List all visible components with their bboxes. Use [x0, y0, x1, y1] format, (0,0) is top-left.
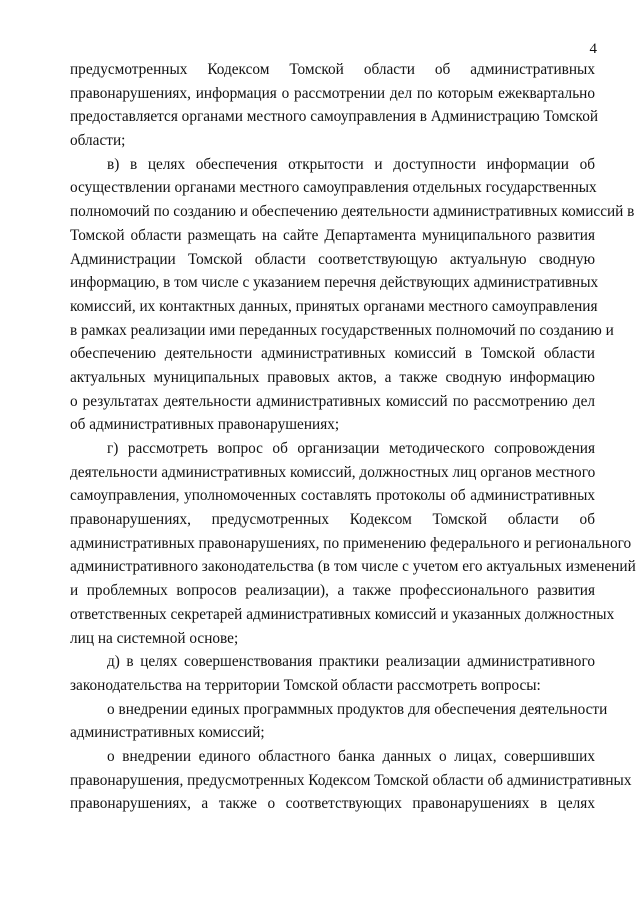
text-line: г) рассмотреть вопрос об организации методического сопровождения	[107, 440, 595, 457]
text-line: о внедрении единого областного банка данных о лицах, совершивших	[107, 747, 595, 765]
text-line: предоставляется органами местного самоуправления в Администрацию Томской	[70, 108, 599, 126]
paragraph-para-d	[70, 650, 595, 697]
paragraph-para-d-item-1	[70, 698, 608, 745]
text-line: Администрации Томской области соответствующую актуальную сводную	[70, 250, 595, 268]
page-number: 4	[589, 41, 597, 57]
text-line: о внедрении единых программных продуктов для обеспечения деятельности	[107, 700, 608, 718]
text-line: правонарушениях, предусмотренных Кодексом Томской области об	[70, 511, 595, 529]
text-line: полномочий по созданию и обеспечению деятельности административных комиссий в	[70, 203, 635, 221]
paragraph-para-d-item-2	[70, 745, 632, 816]
text-line: в) в целях обеспечения открытости и доступности информации об	[107, 155, 595, 173]
text-line: самоуправления, уполномоченных составлять протоколы об административных	[70, 487, 595, 505]
text-line: деятельности административных комиссий, должностных лиц органов местного	[70, 463, 596, 481]
text-line: административных комиссий;	[70, 724, 265, 742]
text-line: осуществлении органами местного самоуправления отдельных государственных	[70, 179, 597, 197]
text-line: области;	[70, 132, 126, 150]
text-line: о результатах деятельности административных комиссий по рассмотрению дел	[70, 392, 595, 410]
text-line: лиц на системной основе;	[70, 629, 239, 647]
text-line: д) в целях совершенствования практики реализации административного	[107, 653, 595, 671]
text-line: правонарушения, предусмотренных Кодексом Томской области об административных	[70, 771, 632, 789]
text-line: правонарушениях, информация о рассмотрении дел по которым ежеквартально	[70, 84, 595, 102]
text-line: об административных правонарушениях;	[70, 416, 340, 434]
text-line: Томской области размещать на сайте Департамента муниципального развития	[70, 226, 595, 244]
text-line: ответственных секретарей административных комиссий и указанных должностных	[70, 605, 615, 623]
text-line: административных правонарушениях, по применению федерального и регионального	[70, 534, 632, 552]
text-line: правонарушениях, а также о соответствующих правонарушениях в целях	[70, 795, 595, 813]
text-line: обеспечению деятельности административных комиссий в Томской области	[70, 345, 595, 363]
paragraph-para-g	[70, 437, 636, 650]
text-line: в рамках реализации ими переданных государственных полномочий по созданию и	[70, 321, 614, 339]
text-line: информацию, в том числе с указанием перечня действующих административных	[70, 274, 599, 292]
text-line: актуальных муниципальных правовых актов, а также сводную информацию	[70, 368, 595, 386]
text-line: комиссий, их контактных данных, принятых органами местного самоуправления	[70, 297, 598, 315]
text-line: предусмотренных Кодексом Томской области об административных	[70, 61, 595, 78]
text-line: и проблемных вопросов реализации), а также профессионального развития	[70, 582, 595, 600]
text-line: административного законодательства (в том числе с учетом его актуальных изменений	[70, 558, 636, 576]
paragraph-para-b-continuation	[70, 58, 599, 153]
text-line: законодательства на территории Томской области рассмотреть вопросы:	[70, 676, 541, 694]
paragraph-para-v	[70, 153, 635, 437]
document-body	[70, 58, 636, 816]
